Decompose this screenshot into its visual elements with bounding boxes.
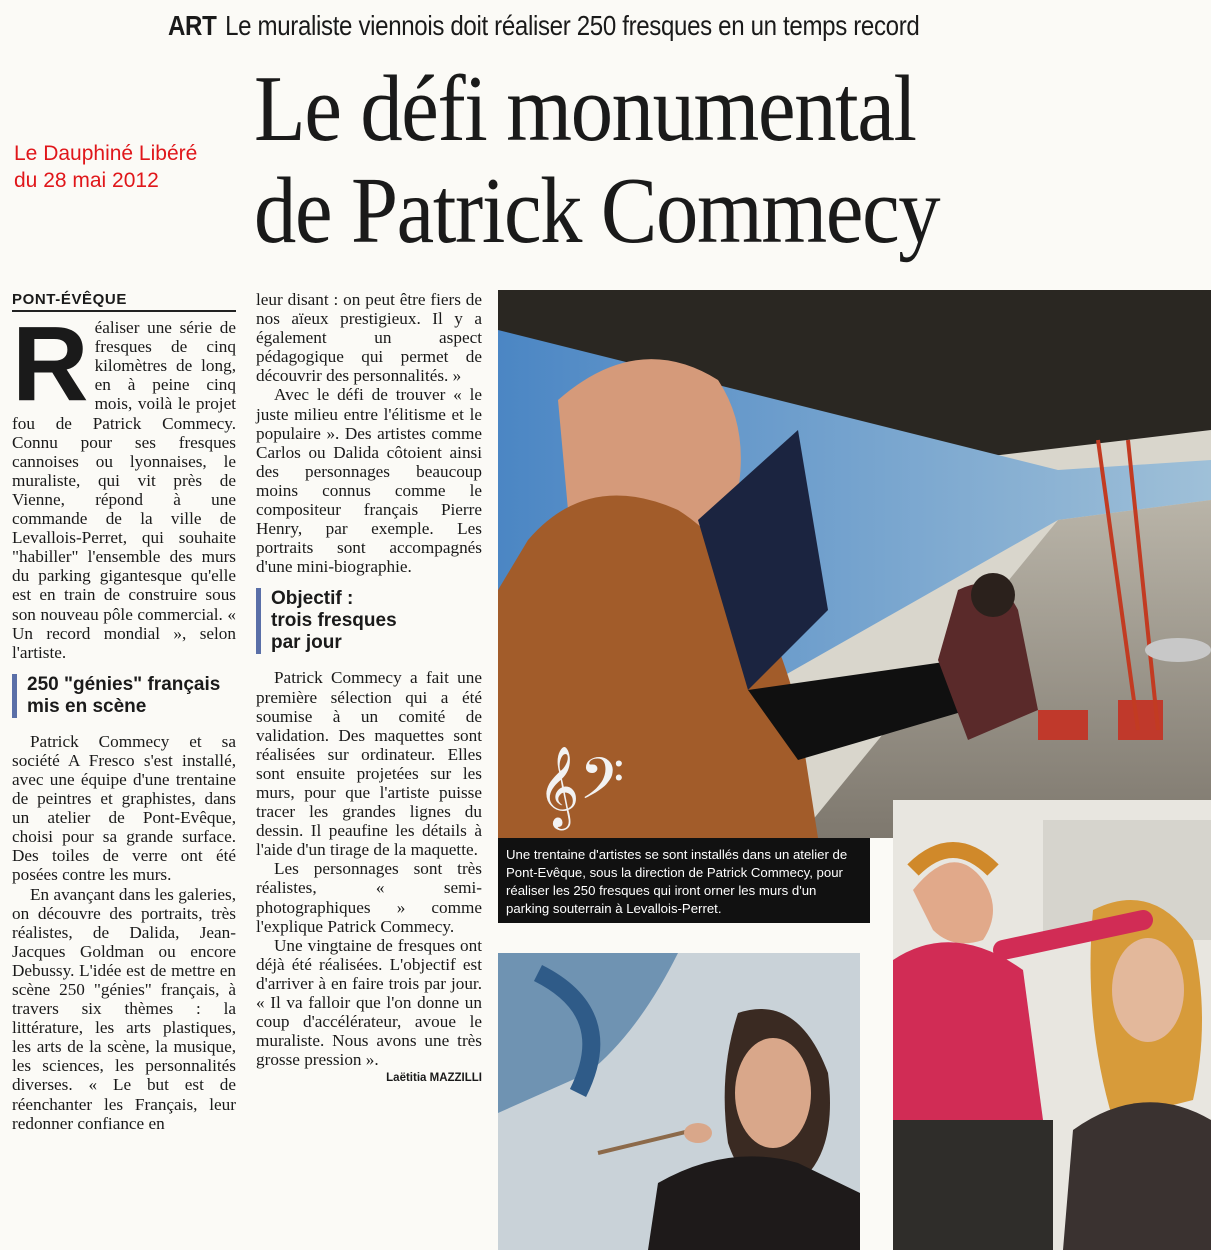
paragraph: Les personnages sont très réalistes, « semi-photographiques » comme l'explique Patrick Commecy.: [256, 859, 482, 936]
paragraph: Une vingtaine de fresques ont déjà été réalisées. L'objectif est d'arriver à en faire trois par jour. « Il va falloir que l'on donne un coup d'accélérateur, avoue le muraliste. Nous avons une très grosse pression ».: [256, 935, 482, 1070]
subheading-2-line1: Objectif :: [271, 588, 354, 610]
column-2: [256, 290, 482, 1088]
lead-text: éaliser une série de fresques de cinq kilomètres de long, en à peine cinq mois, voilà le projet fou de Patrick Commecy. Connu pour ses fresques cannoises ou lyonnaises, le muraliste, qui vit près de Vienne, répond à une commande de la ville de Levallois-Perret, qui souhaite "habiller" l'ensemble des murs du parking gigantesque qu'elle est en train de construire sous son nouveau pôle commercial. « Un record mondial », selon l'artiste.: [12, 318, 236, 662]
paragraph: Patrick Commecy a fait une première sélection qui a été soumise à un comité de validation. Des maquettes sont réalisées sur ordinateur. Elles sont ensuite projetées sur les murs, pour que l'artiste puisse tracer les grandes lignes du dessin. Il peaufine les détails à l'aide d'un tirage de la maquette.: [256, 668, 482, 860]
paragraph: En avançant dans les galeries, on découvre des portraits, très réalistes, de Dalida, Jean-Jacques Goldman ou encore Debussy. L'idée est de mettre en scène 250 "génies" français, à travers six thèmes : la littérature, les arts plastiques, les arts de la scène, la musique, les sciences, les personnalités diverses. « Le but est de réenchanter les Français, leur redonner confiance en: [12, 884, 236, 1133]
svg-text:𝄞𝄢: 𝄞𝄢: [538, 745, 625, 827]
signature: Laëtitia MAZZILLI: [386, 1072, 482, 1085]
lead-paragraph: [12, 305, 236, 662]
headline: [254, 58, 1100, 262]
column-1: [12, 290, 236, 1133]
paragraph: leur disant : on peut être fiers de nos aïeux prestigieux. Il y a également un aspect pédagogique qui permet de découvrir des personnalités. »: [256, 290, 482, 386]
photo-caption: Une trentaine d'artistes se sont installés dans un atelier de Pont-Evêque, sous la direction de Patrick Commecy, pour réaliser les 250 fresques qui iront orner les murs d'un parking souterrain à Levallois-Perret.: [498, 838, 870, 923]
subheading-1: [12, 674, 236, 718]
rubric: PONT-ÉVÊQUE: [12, 290, 236, 312]
photo-painter: [498, 953, 860, 1250]
photo-portrait: [893, 800, 1211, 1250]
kicker-tag: ART: [168, 10, 217, 41]
subheading-1-line1: 250 "génies" français: [27, 673, 221, 695]
headline-line1: Le défi monumental: [254, 57, 916, 161]
source-line1: Le Dauphiné Libéré: [14, 142, 198, 165]
dropcap: R: [12, 305, 89, 424]
subheading-2-line2: trois fresques: [271, 610, 397, 632]
source-line2: du 28 mai 2012: [14, 169, 159, 192]
subheading-2-line3: par jour: [271, 632, 342, 654]
main-photo: [498, 290, 1211, 838]
kicker: [168, 6, 1028, 46]
kicker-text: Le muraliste viennois doit réaliser 250 fresques en un temps record: [225, 10, 920, 41]
subheading-2: [256, 588, 482, 654]
source-note: [14, 140, 254, 194]
paragraph: Patrick Commecy et sa société A Fresco s'est installé, avec une équipe d'une trentaine de peintres et graphistes, dans un atelier de Pont-Evêque, choisi pour sa grande surface. Des toiles de verre ont été posées contre les murs.: [12, 731, 236, 885]
paragraph: Avec le défi de trouver « le juste milieu entre l'élitisme et le populaire ». Des artistes comme Carlos ou Dalida côtoient ainsi des personnages beaucoup moins connus comme le compositeur français Pierre Henry, par exemple. Les portraits sont accompagnés d'une mini-biographie.: [256, 385, 482, 577]
subheading-1-line2: mis en scène: [27, 695, 147, 717]
headline-line2: de Patrick Commecy: [254, 159, 940, 263]
